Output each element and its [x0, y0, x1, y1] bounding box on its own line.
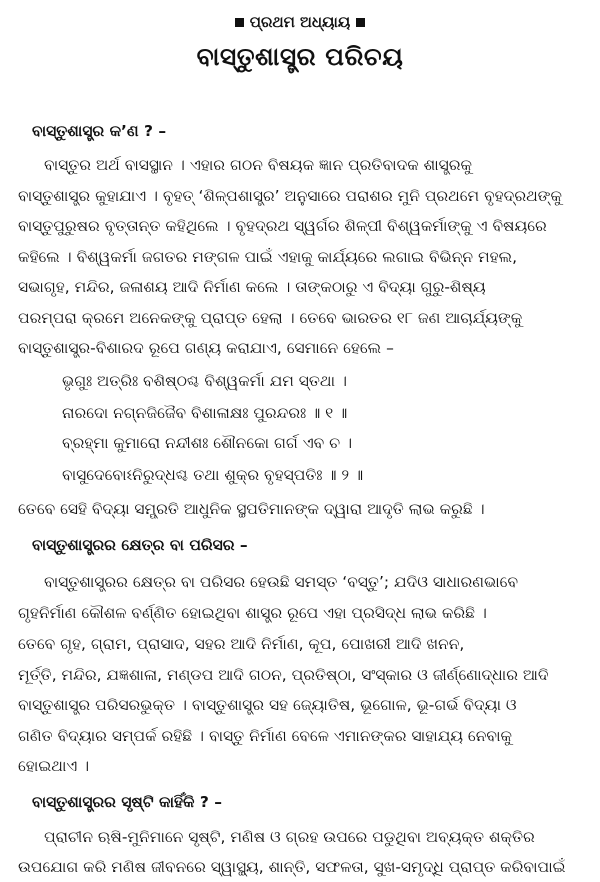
paragraph-line: ଉପଯୋଗ କରି ମଣିଷ ଜୀବନରେ ସ୍ୱାସ୍ଥ୍ୟ, ଶାନ୍ତି, ସଫଳତା, ସୁଖ-ସମୃଦ୍ଧି ପ୍ରାପ୍ତ କରିବାପାଇଁ [18, 858, 566, 876]
chapter-label-text: ପ୍ରଥମ ଅଧ୍ୟାୟ [249, 13, 351, 31]
section-heading: ବାସ୍ତୁଶାସ୍ତ୍ରର ସୃଷ୍ଟି କାହିଁକି ? – [32, 793, 223, 811]
section-heading: ବାସ୍ତୁଶାସ୍ତ୍ରର କ୍ଷେତ୍ର ବା ପରିସର – [32, 536, 248, 554]
paragraph-line: ଗଣିତ ବିଦ୍ୟାର ସମ୍ପର୍କ ରହିଛି । ବାସ୍ତୁ ନିର୍ମାଣ ବେଳେ ଏମାନଙ୍କର ସାହାଯ୍ୟ ନେବାକୁ [18, 727, 512, 745]
paragraph-line: ତେବେ ସେହି ବିଦ୍ୟା ସମ୍ପ୍ରତି ଆଧୁନିକ ସ୍ଥପତିମାନଙ୍କ ଦ୍ୱାରା ଆଦୃତି ଲାଭ କରୁଛି । [18, 500, 485, 518]
verse-line: ଭୃଗୁଃ ଅତ୍ରିଃ ବଶିଷ୍ଠଶ୍ଚ ବିଶ୍ୱକର୍ମା ଯମ ସ୍ତଥା । [62, 372, 347, 390]
page-title: ବାସ୍ତୁଶାସ୍ତ୍ର ପରିଚୟ [196, 42, 404, 71]
paragraph-line: କହିଲେ । ବିଶ୍ୱକର୍ମା ଜଗତର ମଙ୍ଗଳ ପାଇଁ ଏହାକୁ କାର୍ଯ୍ୟରେ ଲଗାଇ ବିଭିନ୍ନ ମହଲ, [18, 248, 518, 266]
paragraph-line: ପରମ୍ପରା କ୍ରମେ ଅନେକଙ୍କୁ ପ୍ରାପ୍ତ ହେଲା । ତେବେ ଭାରତର ୧୮ ଜଣ ଆଚାର୍ଯ୍ୟଙ୍କୁ [18, 309, 523, 327]
paragraph-line: ବାସ୍ତୁଶାସ୍ତ୍ର-ବିଶାରଦ ରୂପେ ଗଣ୍ୟ କରାଯାଏ, ସେମାନେ ହେଲେ – [18, 339, 394, 357]
verse-line: ବାସୁଦେବୋଽନିରୁଦ୍ଧଶ୍ଚ ତଥା ଶୁକ୍ର ବୃହସ୍ପତିଃ ॥ ୨ ॥ [62, 466, 364, 484]
section-heading: ବାସ୍ତୁଶାସ୍ତ୍ର କ’ଣ ? – [32, 122, 167, 140]
paragraph-line: ଗୃହନିର୍ମାଣ କୌଶଳ ବର୍ଣ୍ଣିତ ହୋଇଥିବା ଶାସ୍ତ୍ର ରୂପେ ଏହା ପ୍ରସିଦ୍ଧ ଲାଭ କରିଛି । [18, 604, 487, 622]
paragraph-line: ପ୍ରାଚୀନ ଋଷି-ମୁନିମାନେ ସୃଷ୍ଟି, ମଣିଷ ଓ ଗ୍ରହ ଉପରେ ପଡୁଥିବା ଅବ୍ୟକ୍ତ ଶକ୍ତିର [44, 828, 535, 846]
paragraph-line: ବାସ୍ତୁର ଅର୍ଥ ବାସସ୍ଥାନ । ଏହାର ଗଠନ ବିଷୟକ ଜ୍ଞାନ ପ୍ରତିବାଦକ ଶାସ୍ତ୍ରକୁ [44, 156, 472, 174]
paragraph-line: ବାସ୍ତୁଶାସ୍ତ୍ର ପରିସରଭୁକ୍ତ । ବାସ୍ତୁଶାସ୍ତ୍ର ସହ ଜ୍ୟୋତିଷ, ଭୂଗୋଳ, ଭୂ-ଗର୍ଭ ବିଦ୍ୟା ଓ [18, 696, 517, 714]
paragraph-line: ବାସ୍ତୁପୁରୁଷର ବୃତ୍ତାନ୍ତ କହିଥିଲେ । ବୃହଦ୍ରଥ ସ୍ୱର୍ଗର ଶିଳ୍ପୀ ବିଶ୍ୱକର୍ମାଙ୍କୁ ଏ ବିଷୟରେ [18, 217, 547, 235]
paragraph-line: ବାସ୍ତୁଶାସ୍ତ୍ରର କ୍ଷେତ୍ର ବା ପରିସର ହେଉଛି ସମସ୍ତ ‘ବସ୍ତୁ’; ଯଦିଓ ସାଧାରଣଭାବେ [44, 573, 519, 591]
paragraph-line: ହୋଇଥାଏ । [18, 757, 90, 775]
paragraph-line: ବାସ୍ତୁଶାସ୍ତ୍ର କୁହାଯାଏ । ବୃହତ୍ ‘ଶିଳ୍ପଶାସ୍ତ୍ର’ ଅନୁସାରେ ପରାଶର ମୁନି ପ୍ରଥମେ ବୃହଦ୍ରଥଙ୍କୁ [18, 187, 562, 205]
paragraph-line: ସଭାଗୃହ, ମନ୍ଦିର, ଜଳାଶୟ ଆଦି ନିର୍ମାଣ କଲେ । ତାଙ୍କଠାରୁ ଏ ବିଦ୍ୟା ଗୁରୁ-ଶିଷ୍ୟ [18, 278, 486, 296]
square-bullet-left-icon [235, 18, 244, 27]
chapter-label [0, 12, 600, 32]
paragraph-line: ତେବେ ଗୃହ, ଗ୍ରାମ, ପ୍ରାସାଦ, ସହର ଆଦି ନିର୍ମାଣ, କୂପ, ପୋଖରୀ ଆଦି ଖନନ, [18, 635, 465, 653]
verse-line: ବ୍ରହ୍ମା କୁମାରୋ ନନ୍ଦୀଶଃ ଶୌନକୋ ଗର୍ଗ ଏବ ଚ । [62, 434, 353, 452]
paragraph-line: ମୂର୍ତ୍ତି, ମନ୍ଦିର, ଯଜ୍ଞଶାଳା, ମଣ୍ଡପ ଆଦି ଗଠନ, ପ୍ରତିଷ୍ଠା, ସଂସ୍କାର ଓ ଜୀର୍ଣ୍ଣୋଦ୍ଧାର ଆଦି [18, 666, 549, 684]
square-bullet-right-icon [356, 18, 365, 27]
verse-line: ନାରଦୋ ନଗ୍ନଜିଜୈବ ବିଶାଳାକ୍ଷଃ ପୁରନ୍ଦରଃ ॥ ୧ ॥ [62, 404, 348, 422]
